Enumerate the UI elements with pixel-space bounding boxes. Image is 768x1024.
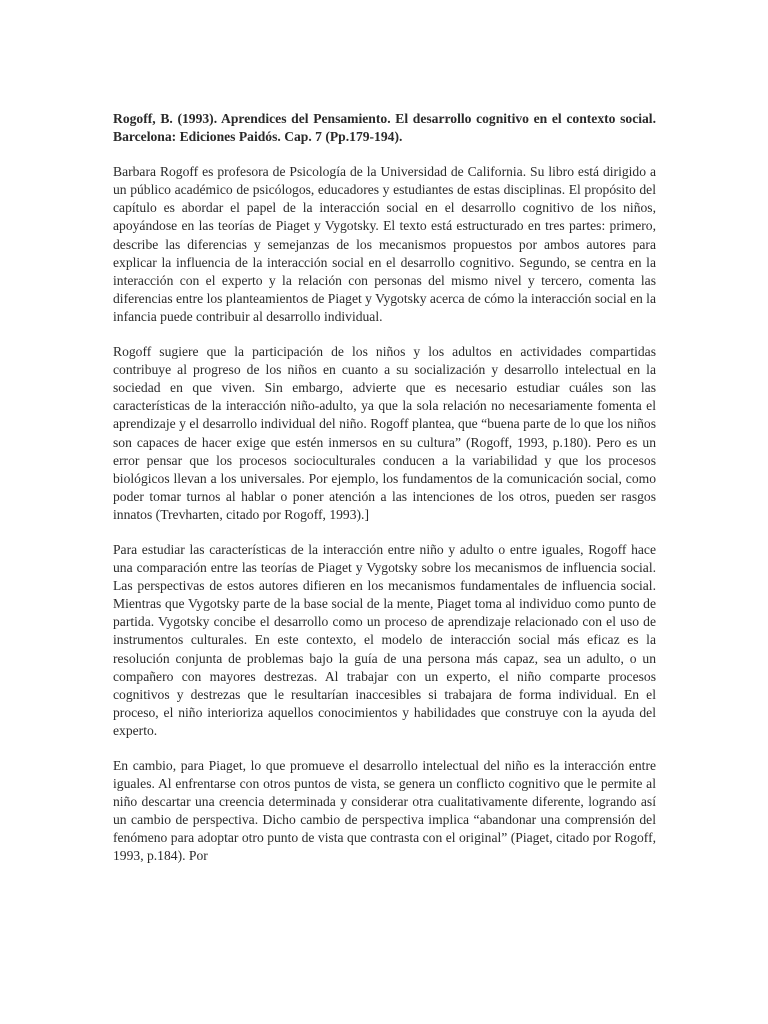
paragraph-piaget-vygotsky: Para estudiar las características de la interacción entre niño y adulto o entre iguales, Rogoff hace una comparación entre las teorías de Piaget y Vygotsky sobre los mecanismos de influencia social. Las perspectivas de estos autores difieren en los mecanismos fundamentales de influencia social. Mientras que Vygotsky parte de la base social de la mente, Piaget toma al individuo como punto de partida. Vygotsky concibe el desarrollo como un proceso de aprendizaje relacionado con el uso de instrumentos culturales. En este contexto, el modelo de interacción social más eficaz es la resolución conjunta de problemas bajo la guía de una persona más capaz, sea un adulto, o un compañero con mayores destrezas. Al trabajar con un experto, el niño comparte procesos cognitivos y destrezas que le resultarían inaccesibles si trabajara de forma individual. En el proceso, el niño interioriza aquellos conocimientos y habilidades que construye con la ayuda del experto. xyxy=(113,541,656,738)
document-page xyxy=(113,110,656,883)
citation-heading: Rogoff, B. (1993). Aprendices del Pensamiento. El desarrollo cognitivo en el contexto social. Barcelona: Ediciones Paidós. Cap. 7 (Pp.179-194). xyxy=(113,111,656,145)
paragraph-piaget-peers: En cambio, para Piaget, lo que promueve el desarrollo intelectual del niño es la interacción entre iguales. Al enfrentarse con otros puntos de vista, se genera un conflicto cognitivo que le permite al niño descartar una creencia determinada y considerar otra cualitativamente diferente, logrando así un cambio de perspectiva. Dicho cambio de perspectiva implica “abandonar una comprensión del fenómeno para adoptar otro punto de vista que contrasta con el original” (Piaget, citado por Rogoff, 1993, p.184). Por xyxy=(113,758,656,864)
paragraph-intro: Barbara Rogoff es profesora de Psicología de la Universidad de California. Su libro está dirigido a un público académico de psicólogos, educadores y estudiantes de estas disciplinas. El propósito del capítulo es abordar el papel de la interacción social en el desarrollo cognitivo de los niños, apoyándose en las teorías de Piaget y Vygotsky. El texto está estructurado en tres partes: primero, describe las diferencias y semejanzas de los mecanismos propuestos por ambos autores para explicar la influencia de la interacción social en el desarrollo cognitivo. Segundo, se centra en la interacción con el experto y la relación con personas del mismo nivel y tercero, comenta las diferencias entre los planteamientos de Piaget y Vygotsky acerca de cómo la interacción social en la infancia puede contribuir al desarrollo individual. xyxy=(113,164,656,324)
paragraph-participation: Rogoff sugiere que la participación de los niños y los adultos en actividades compartidas contribuye al progreso de los niños en cuanto a su socialización y desarrollo intelectual en la sociedad en que viven. Sin embargo, advierte que es necesario estudiar cuáles son las características de la interacción niño-adulto, ya que la sola relación no necesariamente fomenta el aprendizaje y el desarrollo individual del niño. Rogoff plantea, que “buena parte de lo que los niños son capaces de hacer exige que estén inmersos en su cultura” (Rogoff, 1993, p.180). Pero es un error pensar que los procesos socioculturales conducen a la variabilidad y que los procesos biológicos llevan a los universales. Por ejemplo, los fundamentos de la comunicación social, como poder tomar turnos al hablar o poner atención a las intenciones de los otros, pueden ser rasgos innatos (Trevharten, citado por Rogoff, 1993).] xyxy=(113,344,656,522)
